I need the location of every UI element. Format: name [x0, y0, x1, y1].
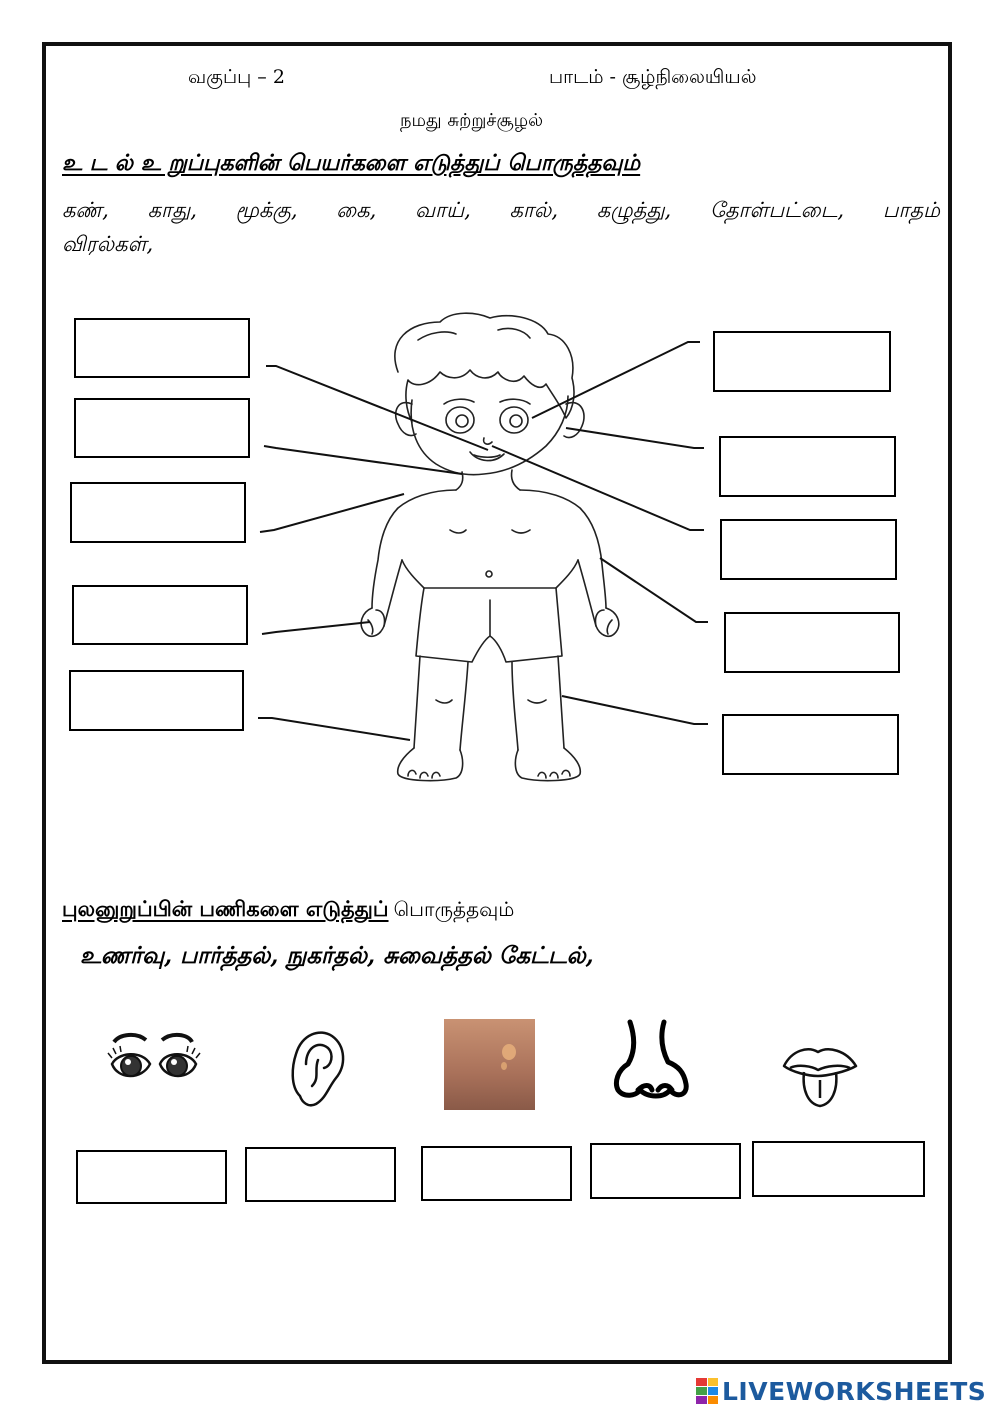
- section2-instruction-rest: பொருத்தவும்: [393, 897, 515, 921]
- section2-word-bank: உணர்வு, பார்த்தல், நுகர்தல், சுவைத்தல் கேட்டல்,: [80, 942, 594, 969]
- skin-icon: [444, 1019, 535, 1110]
- liveworksheets-logo[interactable]: [696, 1376, 986, 1406]
- logo-mark-icon: [696, 1378, 718, 1404]
- section2-instruction-underlined: புலனுறுப்பின் பணிகளை எடுத்துப்: [62, 897, 389, 921]
- ear-icon: [293, 1033, 343, 1106]
- sense-answer-box-3[interactable]: [421, 1146, 572, 1201]
- subject-label: பாடம் - சூழ்நிலையியல்: [549, 66, 757, 88]
- section1-word-bank: கண், காது, மூக்கு, கை, வாய், கால், கழுத்து, தோள்பட்டை, பாதம்: [62, 198, 940, 222]
- tongue-icon: [784, 1049, 856, 1106]
- section1-instruction: உ ட ல் உ றுப்புகளின் பெயர்களை எடுத்துப் பொருத்தவும்: [62, 150, 641, 176]
- grade-label: வகுப்பு – 2: [188, 66, 285, 88]
- nose-icon: [616, 1022, 686, 1096]
- sense-answer-box-4[interactable]: [590, 1143, 741, 1199]
- sense-answer-box-5[interactable]: [752, 1141, 925, 1197]
- sense-answer-box-2[interactable]: [245, 1147, 396, 1202]
- brand-name: LIVEWORKSHEETS: [722, 1376, 987, 1406]
- section1-word-bank-cont: விரல்கள்,: [62, 232, 154, 256]
- eyes-icon: [108, 1035, 200, 1076]
- topic-label: நமது சுற்றுச்சூழல்: [400, 110, 544, 131]
- sense-answer-box-1[interactable]: [76, 1150, 227, 1204]
